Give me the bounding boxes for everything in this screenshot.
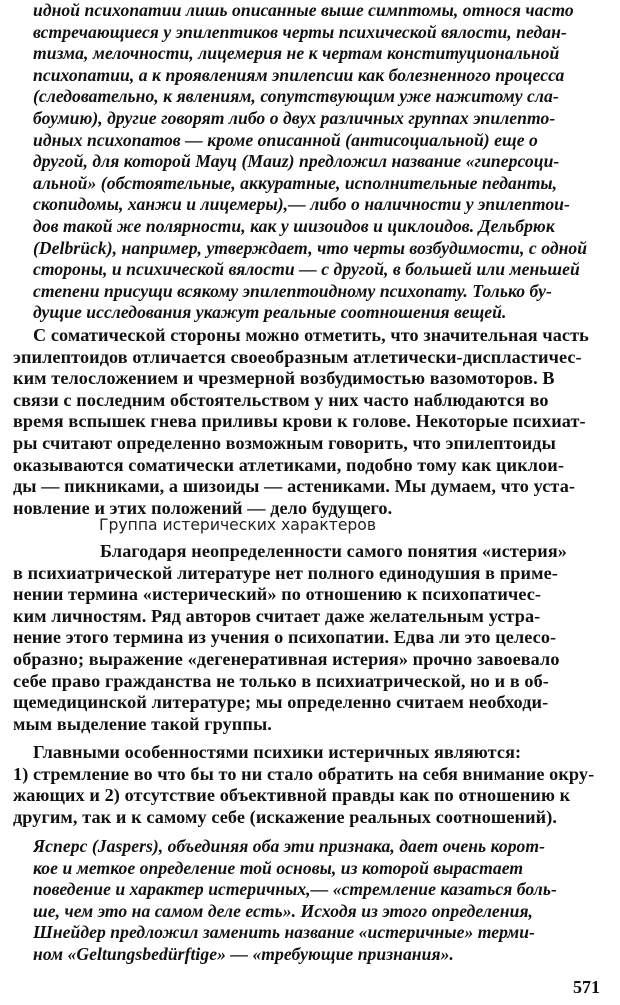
text-line: ном «Geltungsbedürftige» — «требующие признания».	[33, 943, 454, 964]
quote-paragraph-jaspers	[33, 836, 607, 966]
text-line: С соматической стороны можно отметить, что значительная часть	[33, 325, 589, 345]
text-line: жающих и 2) отсутствие объективной правды как по отношению к	[13, 785, 571, 806]
text-line: идных психопатов — кроме описанной (антисоциальной) еще о	[33, 129, 538, 150]
text-line: ше, чем это на самом деле есть». Исходя из этого определения,	[33, 900, 534, 921]
text-line: Главными особенностями психики истеричных являются:	[33, 742, 522, 762]
text-line: скопидомы, ханжи и лицемеры),— либо о наличности у эпилептои-	[33, 194, 570, 215]
text-line: психопатии, а к проявлениям эпилепсии как болезненного процесса	[33, 64, 565, 85]
text-line: Благодаря неопределенности самого понятия «истерия»	[100, 541, 568, 561]
text-line: в психиатрической литературе нет полного единодушия в приме-	[13, 562, 558, 583]
text-line: идной психопатии лишь описанные выше симптомы, относя часто	[33, 0, 574, 20]
text-line: Шнейдер предложил заменить название «истеричные» терми-	[33, 922, 535, 943]
text-line: щемедицинской литературе; мы определенно считаем необходи-	[13, 692, 549, 713]
text-line: поведение и характер истеричных,— «стремление казаться боль-	[33, 879, 557, 900]
quote-paragraph-top	[33, 0, 607, 324]
text-line: степени присущи всякому эпилептоидному психопату. Только бу-	[33, 280, 552, 301]
text-line: дов такой же полярности, как у шизоидов и циклоидов. Дельбрюк	[33, 215, 555, 236]
section-heading: Группа истерических характеров	[99, 516, 377, 534]
text-line: альной» (обстоятельные, аккуратные, исполнительные педанты,	[33, 172, 558, 193]
text-line: время вспышек гнева приливы крови к голове. Некоторые психиат-	[13, 411, 586, 432]
text-line: боумию), другие говорят либо о двух различных группах эпилепто-	[33, 107, 556, 128]
page-number: 571	[573, 977, 600, 997]
text-line: ды — пикниками, а шизоиды — астениками. Мы думаем, что уста-	[13, 476, 576, 497]
text-line: нении термина «истерический» по отношению к психопатичес-	[13, 584, 542, 605]
text-line: образно; выражение «дегенеративная истерия» прочно завоевало	[13, 648, 560, 669]
text-line: дущие исследования укажут реальные соотношения вещей.	[33, 302, 507, 323]
text-line: стороны, и психической вялости — с другой, в большей или меньшей	[33, 259, 580, 280]
text-line: эпилептоидов отличается своеобразным атлетически-диспластичес-	[13, 346, 582, 367]
text-line: ким телосложением и чрезмерной возбудимостью вазомоторов. В	[13, 368, 555, 389]
body-paragraph-somatic	[13, 325, 607, 519]
text-line: (следовательно, к явлениям, сопутствующим уже нажитому сла-	[33, 86, 559, 107]
text-line: нение этого термина из учения о психопатии. Едва ли это целесо-	[13, 627, 557, 648]
text-line: другим, так и к самому себе (искажение реальных соотношений).	[13, 806, 558, 827]
text-line: оказываются соматически атлетиками, подобно тому как циклои-	[13, 454, 565, 475]
text-line: ры считают определенно возможным говорить, что эпилептоиды	[13, 432, 556, 453]
text-line: тизма, мелочности, лицемерия не к чертам конституциональной	[33, 43, 560, 64]
text-line: 1) стремление во что бы то ни стало обратить на себя внимание окру-	[13, 763, 595, 784]
text-line: Ясперс (Jaspers), объединяя оба эти признака, дает очень корот-	[33, 836, 546, 856]
text-line: связи с последним обстоятельством у них часто наблюдаются во	[13, 389, 549, 410]
text-line: мым выделение такой группы.	[13, 713, 272, 734]
text-line: новление и этих положений — дело будущего.	[13, 497, 393, 518]
text-line: (Delbrück), например, утверждает, что черты возбудимости, с одной	[33, 237, 588, 258]
body-paragraph-hysteria-intro	[13, 541, 607, 735]
text-line: встречающиеся у эпилептиков черты психической вялости, педан-	[33, 21, 567, 42]
text-line: ким личностям. Ряд авторов считает даже желательным устра-	[13, 605, 541, 626]
text-line: себе право гражданства не только в психиатрической, но и в об-	[13, 670, 549, 691]
text-line: другой, для которой Мауц (Mauz) предложил название «гиперсоци-	[33, 151, 560, 172]
body-paragraph-hysteria-features	[13, 742, 607, 828]
text-line: кое и меткое определение той основы, из которой вырастает	[33, 857, 524, 878]
